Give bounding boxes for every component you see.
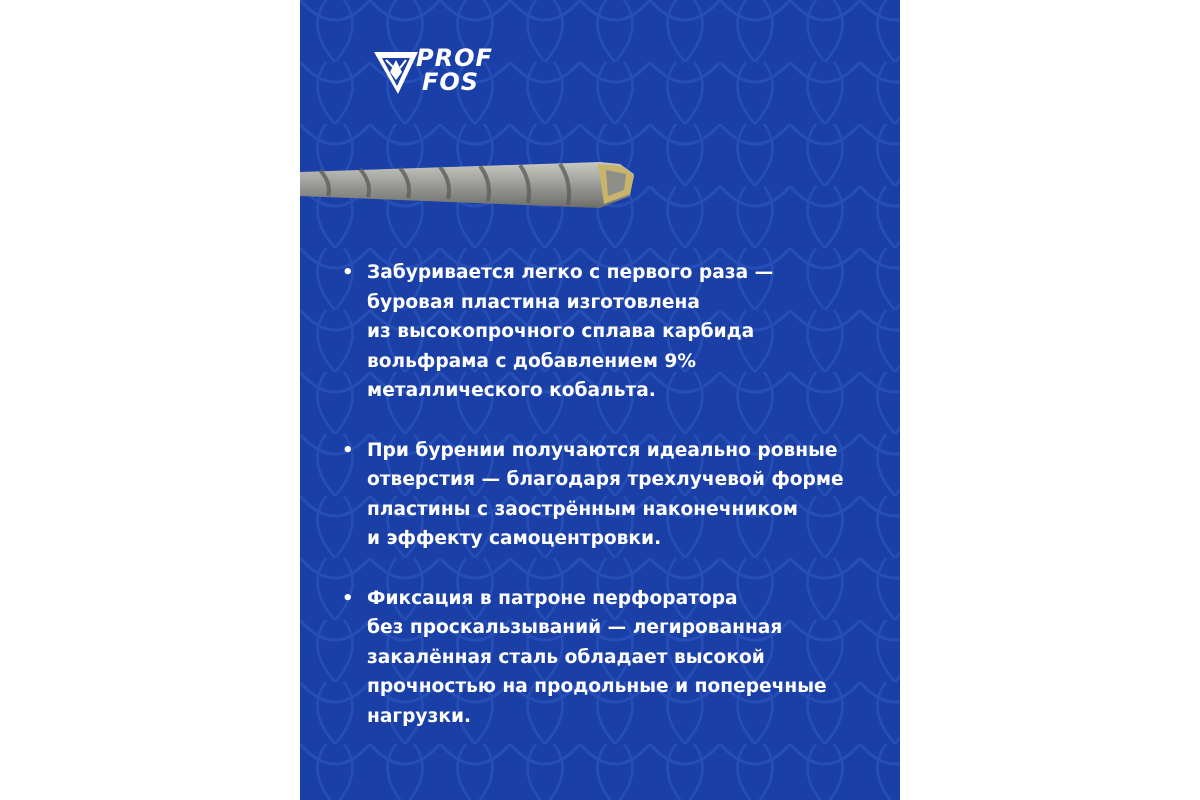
feature-text: Забуривается легко с первого раза — буровая пластина изготовлена из высокопрочного сплава карбида вольфрама с добавлением 9% металлического кобальта.	[367, 262, 774, 401]
drill-bit-icon	[300, 150, 640, 220]
feature-item-3	[342, 584, 872, 732]
feature-text: При бурении получаются идеально ровные отверстия — благодаря трехлучевой форме пластины с заострённым наконечником и эффекту самоцентровки.	[367, 439, 844, 549]
feature-item-2	[342, 436, 872, 554]
bullet-marker: •	[342, 262, 354, 283]
product-info-card	[300, 0, 900, 800]
triangle-emblem-icon	[372, 46, 420, 98]
feature-item-1	[342, 258, 872, 406]
bullet-marker: •	[342, 587, 354, 609]
brand-logo	[372, 44, 542, 100]
brand-wordmark	[416, 46, 493, 94]
logo-line-fos: FOS	[422, 68, 480, 96]
feature-text: Фиксация в патроне перфоратора без проскальзываний — легированная закалённая сталь обладает высокой прочностью на продольные и поперечные нагрузки.	[367, 587, 827, 727]
feature-list	[342, 258, 872, 761]
logo-line-prof: PROF	[416, 44, 493, 72]
bullet-marker: •	[342, 439, 354, 461]
